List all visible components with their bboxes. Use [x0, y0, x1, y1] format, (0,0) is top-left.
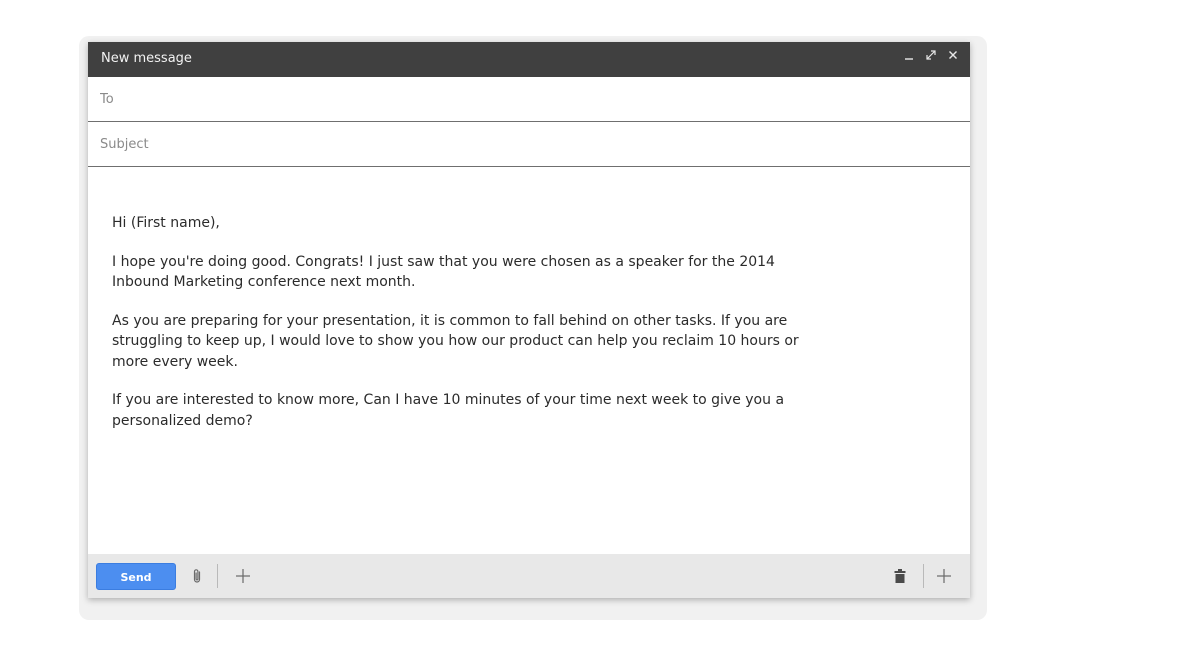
toolbar-divider [923, 564, 924, 588]
to-field-row [88, 77, 970, 122]
body-paragraph-congrats: I hope you're doing good. Congrats! I just saw that you were chosen as a speaker for the 2014 Inbound Marketing conference next month. [112, 253, 775, 290]
send-button[interactable]: Send [96, 563, 176, 590]
compose-window [88, 42, 970, 598]
trash-icon[interactable] [891, 565, 909, 587]
plus-icon[interactable] [934, 565, 954, 587]
message-body[interactable] [112, 213, 812, 449]
paperclip-icon[interactable] [189, 565, 205, 587]
close-icon[interactable] [948, 50, 958, 60]
toolbar-divider [217, 564, 218, 588]
expand-icon[interactable] [925, 49, 937, 61]
compose-toolbar [88, 554, 970, 598]
plus-icon[interactable] [233, 565, 253, 587]
to-input[interactable] [100, 77, 956, 121]
compose-title: New message [101, 51, 192, 66]
minimize-icon[interactable] [904, 48, 914, 62]
compose-titlebar [88, 42, 970, 77]
subject-field-row [88, 122, 970, 167]
body-paragraph-pitch: As you are preparing for your presentation, it is common to fall behind on other tasks. If you are struggling to keep up, I would love to show you how our product can help you reclaim 10 hours or more every week. [112, 312, 799, 370]
body-greeting: Hi (First name), [112, 215, 220, 231]
body-paragraph-ask: If you are interested to know more, Can I have 10 minutes of your time next week to give you a personalized demo? [112, 392, 785, 429]
subject-input[interactable] [100, 122, 956, 166]
window-controls [904, 48, 958, 62]
